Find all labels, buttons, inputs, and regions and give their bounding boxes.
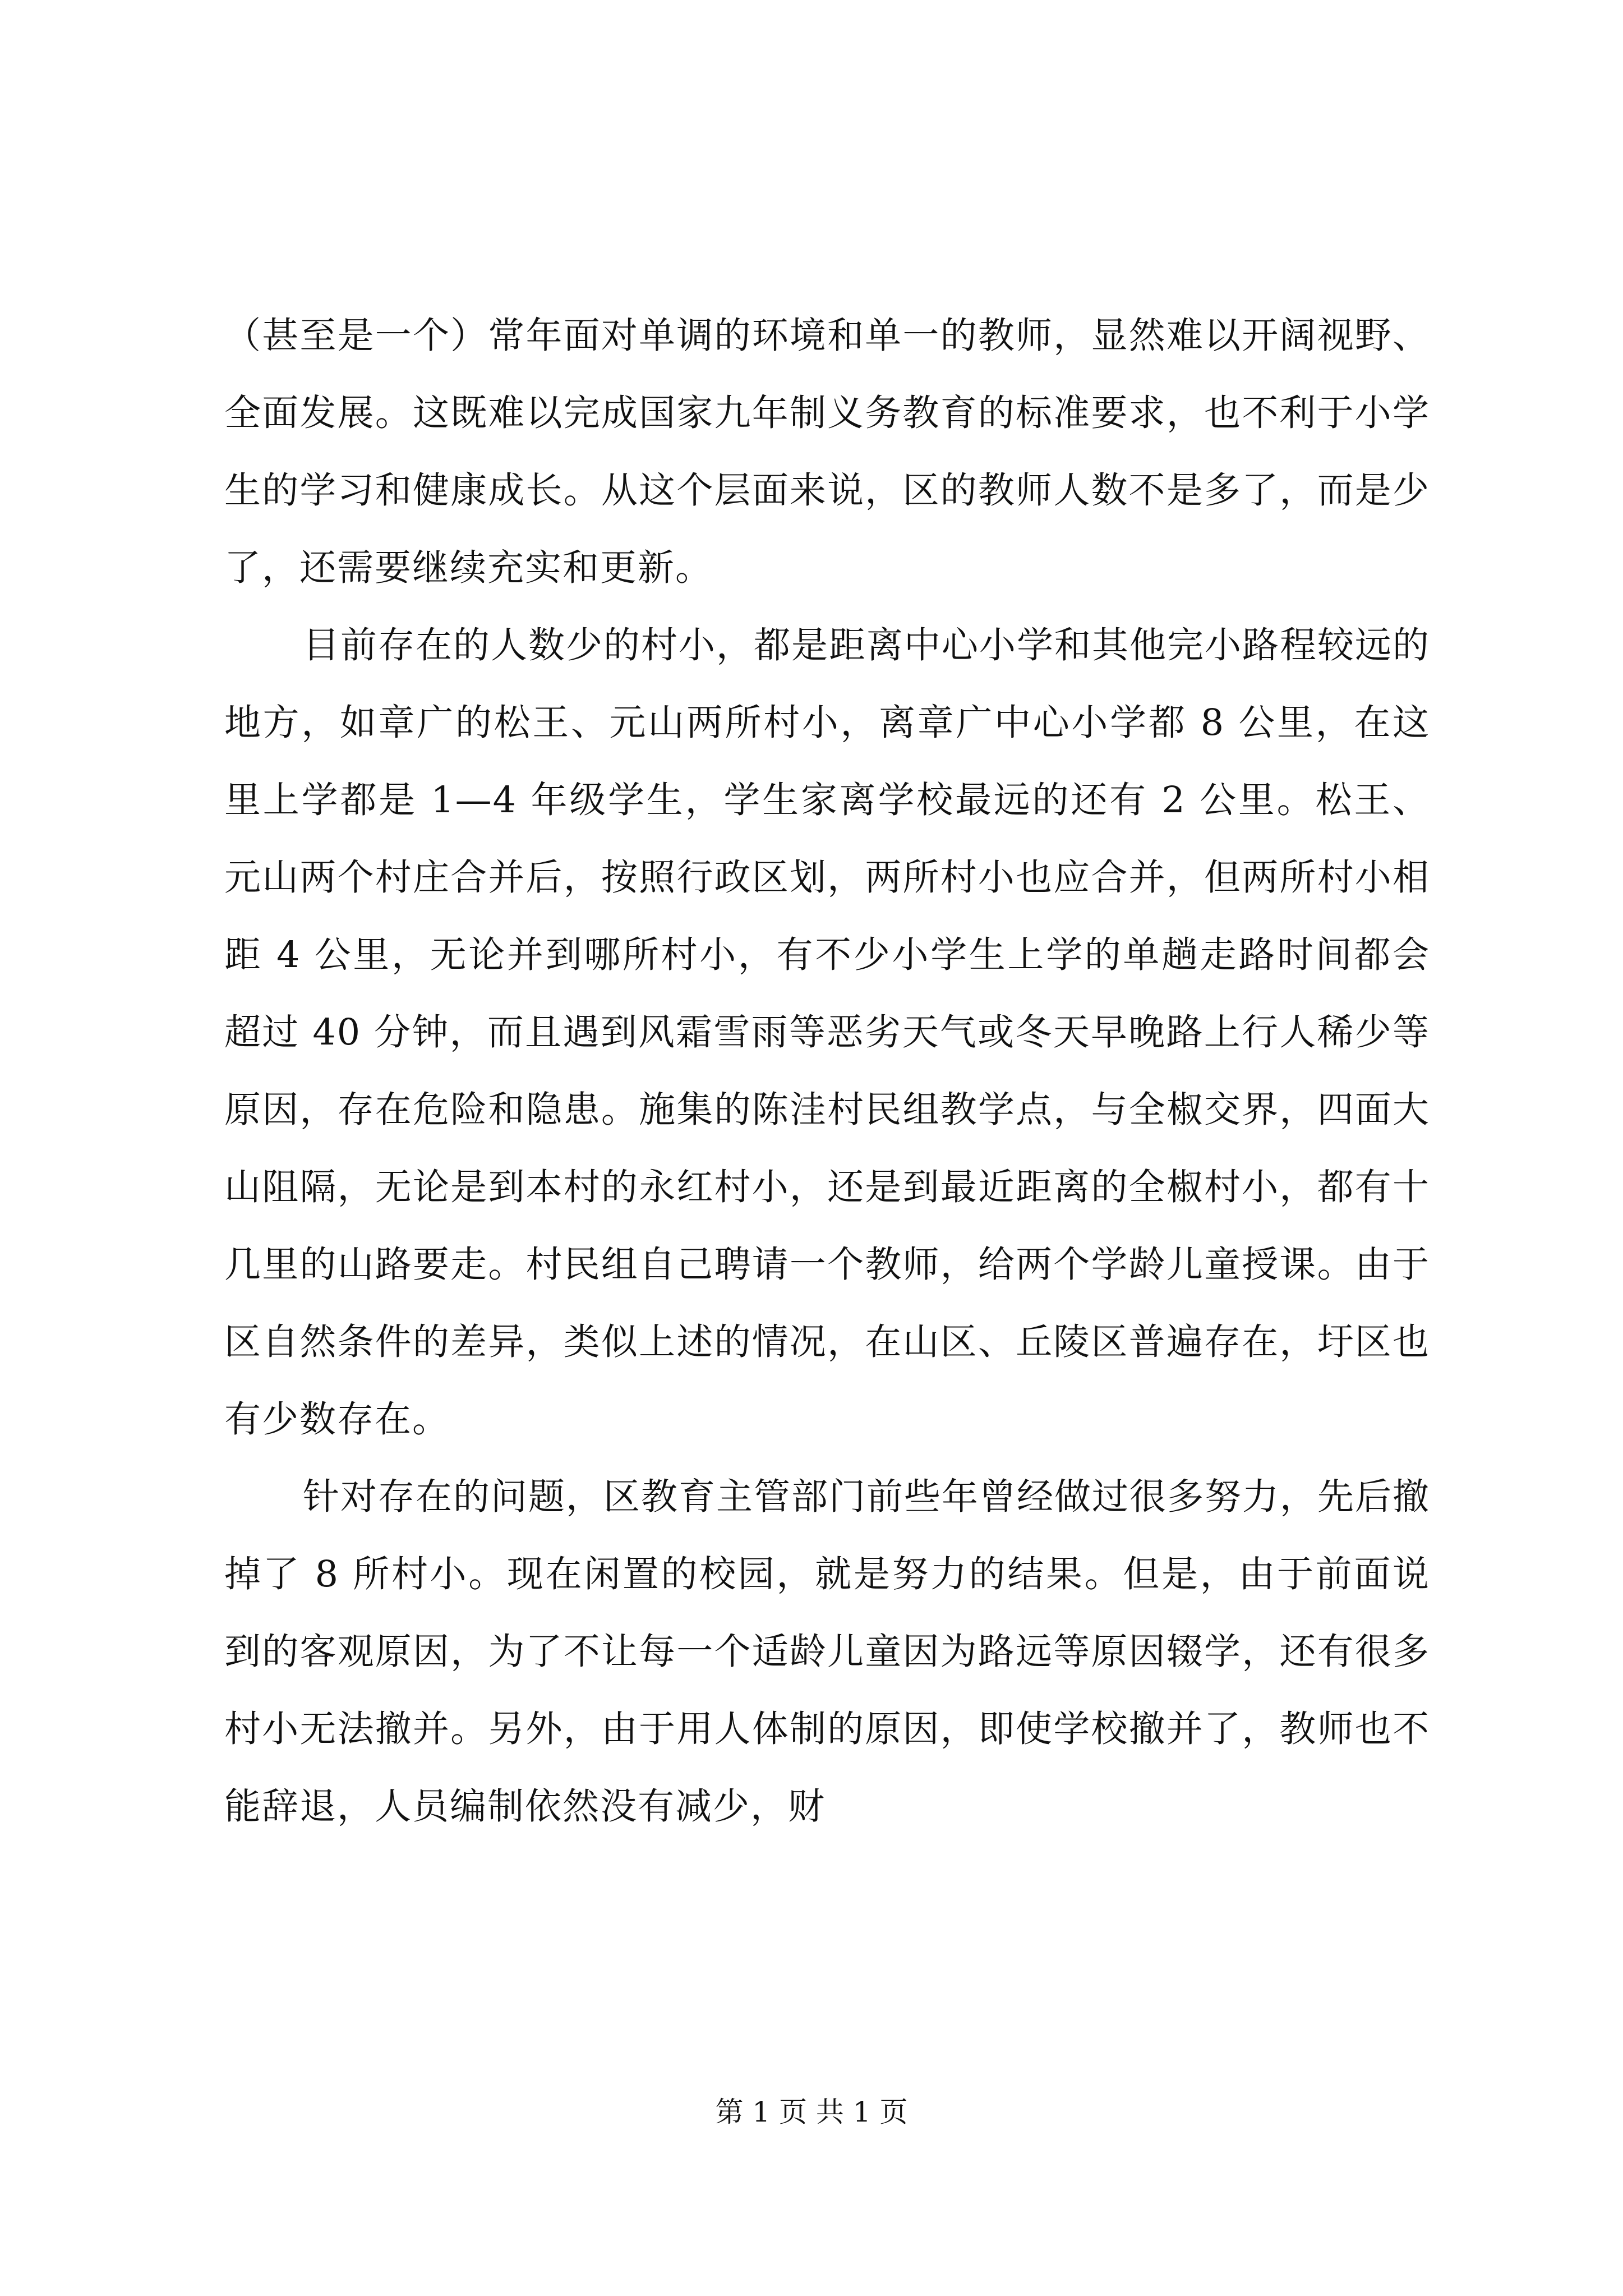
paragraph-village-schools: 目前存在的人数少的村小，都是距离中心小学和其他完小路程较远的地方，如章广的松王、元山两所村小，离章广中心小学都 8 公里，在这里上学都是 1—4 年级学生，学生家离学校最远的还有 2 公里。松王、元山两个村庄合并后，按照行政区划，两所村小也应合并，但两所村小相距 4 公里，无论并到哪所村小，有不少小学生上学的单趟走路时间都会超过 40 分钟，而且遇到风霜雪雨等恶劣天气或冬天早晚路上行人稀少等原因，存在危险和隐患。施集的陈洼村民组教学点，与全椒交界，四面大山阻隔，无论是到本村的永红村小，还是到最近距离的全椒村小，都有十几里的山路要走。村民组自己聘请一个教师，给两个学龄儿童授课。由于区自然条件的差异，类似上述的情况，在山区、丘陵区普遍存在，圩区也有少数存在。: [224, 624, 1431, 1441]
paragraph-continuation: （甚至是一个）常年面对单调的环境和单一的教师，显然难以开阔视野、全面发展。这既难以完成国家九年制义务教育的标准要求，也不利于小学生的学习和健康成长。从这个层面来说，区的教师人数不是多了，而是少了，还需要继续充实和更新。: [224, 315, 1430, 589]
paragraph-measures: 针对存在的问题，区教育主管部门前些年曾经做过很多努力，先后撤掉了 8 所村小。现在闲置的校园，就是努力的结果。但是，由于前面说到的客观原因，为了不让每一个适龄儿童因为路远等原因辍学，还有很多村小无法撤并。另外，由于用人体制的原因，即使学校撤并了，教师也不能辞退，人员编制依然没有减少，财: [224, 1476, 1431, 1828]
page-footer: 第 1 页 共 1 页: [715, 2096, 908, 2128]
document-body: [224, 297, 1430, 1846]
